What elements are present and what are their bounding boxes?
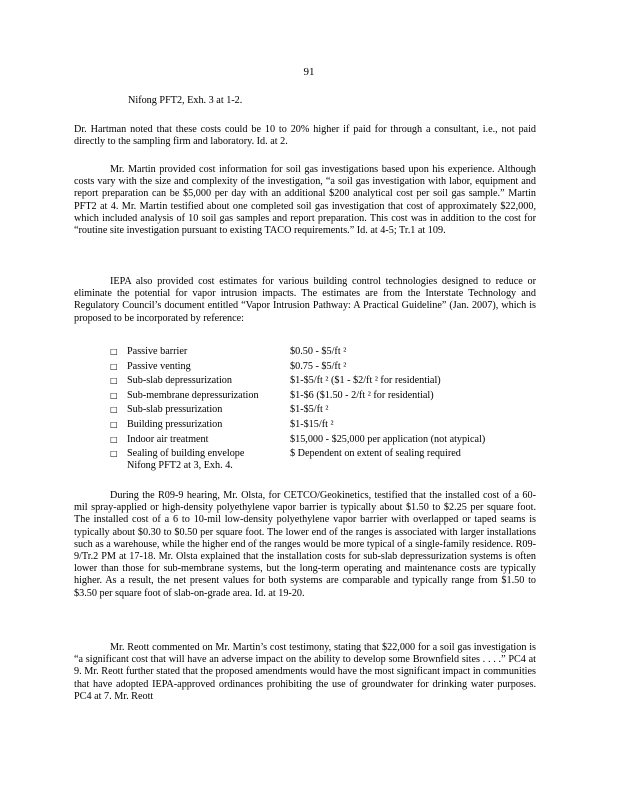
item-name: Sub-slab pressurization: [127, 404, 223, 416]
paragraph-hartman: Dr. Hartman noted that these costs could be 10 to 20% higher if paid for through a consultant, i.e., not paid directly to the sampling firm and laboratory. Id. at 2.: [74, 124, 536, 148]
citation-list: Nifong PFT2 at 3, Exh. 4.: [127, 460, 233, 472]
bullet-icon: □: [110, 361, 118, 371]
list-item: [110, 390, 540, 405]
list-item: [110, 419, 540, 434]
list-item: [110, 375, 540, 390]
item-cost: $0.75 - $5/ft ²: [290, 360, 347, 372]
bullet-icon: □: [110, 405, 118, 415]
list-item: [110, 448, 540, 476]
item-name: Building pressurization: [127, 418, 223, 430]
item-name: Sub-slab depressurization: [127, 375, 232, 387]
bullet-icon: □: [110, 434, 118, 444]
bullet-icon: □: [110, 449, 118, 459]
citation-top: Nifong PFT2, Exh. 3 at 1-2.: [128, 95, 243, 106]
item-name: Indoor air treatment: [127, 433, 209, 445]
item-cost: $1-$5/ft ² ($1 - $2/ft ² for residential): [290, 375, 441, 387]
item-name: Passive barrier: [127, 346, 188, 357]
paragraph-olsta: During the R09-9 hearing, Mr. Olsta, for CETCO/Geokinetics, testified that the installed cost of a 60-mil spray-applied or high-density polyethylene vapor barrier is typically about $1.50 to $2.25 per square foot. The installed cost of a 6 to 10-mil low-density polyethylene vapor barrier with overlapped or taped seams is typically about $0.30 to $0.50 per square foot. The lower end of the ranges is associated with larger installations such as a warehouse, while the higher end of the ranges would be more typical of a single-family residence. R09-9/Tr.2 PM at 17-18. Mr. Olsta explained that the installation costs for sub-slab depressurization systems is often lower than those for sub-membrane systems, but the long-term operating and maintenance costs are typically higher. As a result, the net present values for both systems are comparable and typically range from $1.50 to $3.50 per square foot of slab-on-grade area. Id. at 19-20.: [74, 490, 536, 599]
paragraph-reott: Mr. Reott commented on Mr. Martin’s cost testimony, stating that $22,000 for a soil gas investigation is “a significant cost that will have an adverse impact on the ability to develop some Brownfield sites . . . .” PC4 at 9. Mr. Reott further stated that the proposed amendments would have the most significant impact in communities that have adopted IEPA-approved ordinances prohibiting the use of groundwater for drinking water purposes. PC4 at 7. Mr. Reott: [74, 642, 536, 702]
item-cost: $1-$15/ft ²: [290, 418, 334, 430]
item-name: Sub-membrane depressurization: [127, 389, 259, 401]
item-cost: $1-$6 ($1.50 - 2/ft ² for residential): [290, 389, 434, 401]
list-item: [110, 404, 540, 419]
bullet-icon: □: [110, 390, 118, 400]
page-number: 91: [303, 66, 315, 78]
list-item: [110, 434, 540, 449]
bullet-icon: □: [110, 376, 118, 386]
paragraph-martin: Mr. Martin provided cost information for soil gas investigations based upon his experience. Although costs vary with the size and complexity of the investigation, “a soil gas investigation with labor, equipment and report preparation can be $5,000 per day with an additional $200 analytical cost per soil gas sample.” Martin PFT2 at 4. Mr. Martin testified about one completed soil gas investigation that cost of approximately $22,000, which included analysis of 10 soil gas samples and report preparation. This cost was in addition to the cost for “routine site investigation pursuant to existing TACO requirements.” Id. at 4-5; Tr.1 at 109.: [74, 164, 536, 237]
item-cost: $1-$5/ft ²: [290, 404, 329, 416]
cost-estimates-list: [110, 346, 540, 476]
item-cost: $0.50 - $5/ft ²: [290, 346, 347, 357]
list-item: [110, 361, 540, 376]
bullet-icon: □: [110, 419, 118, 429]
item-name: Passive venting: [127, 360, 191, 372]
list-item: [110, 346, 540, 361]
item-cost: $ Dependent on extent of sealing required: [290, 448, 461, 460]
paragraph-iepa: IEPA also provided cost estimates for various building control technologies designed to reduce or eliminate the potential for vapor intrusion impacts. The estimates are from the Interstate Technology and Regulatory Council’s document entitled “Vapor Intrusion Pathway: A Practical Guideline” (Jan. 2007), which is proposed to be incorporated by reference:: [74, 276, 536, 324]
item-cost: $15,000 - $25,000 per application (not atypical): [290, 433, 486, 445]
item-name: Sealing of building envelope: [127, 448, 245, 460]
bullet-icon: □: [110, 347, 118, 356]
